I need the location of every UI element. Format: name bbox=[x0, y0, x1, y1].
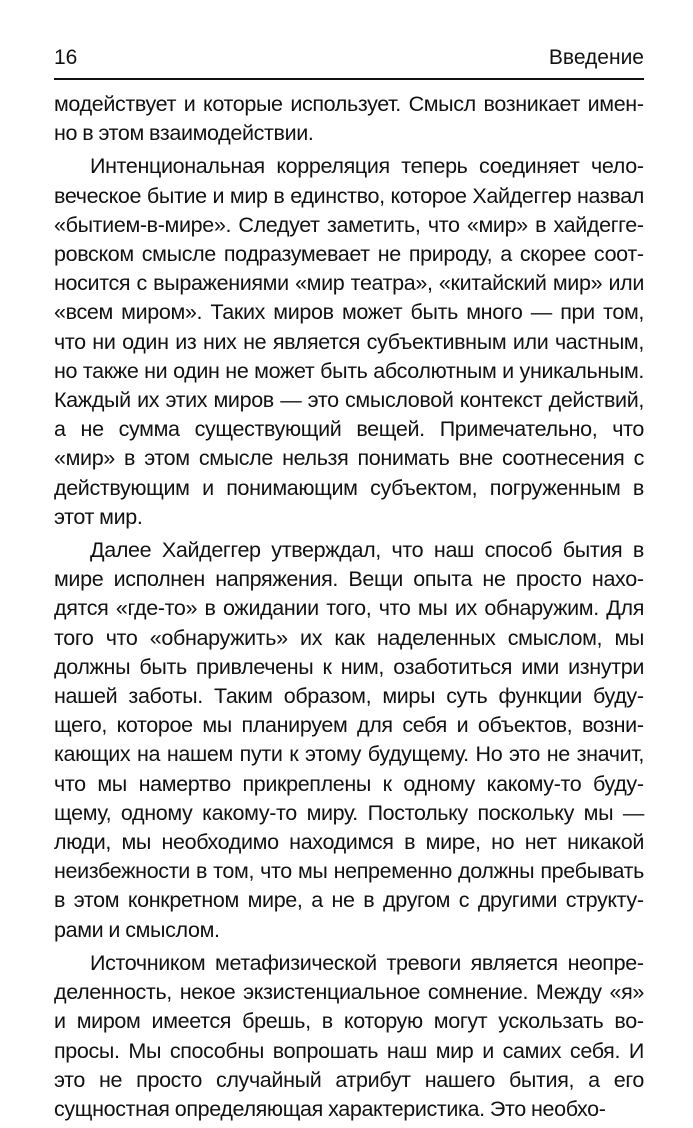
paragraph-intentional-correlation: Интенциональная корреляция теперь соединяет человеческое бытие и мир в единство, которое Хайдеггер назвал «бытием-в-мире». Следует заметить, что «мир» в хайдеггеровском смысле подразумевает не природу, а скорее соотносится с выражениями «мир театра», «китайский мир» или «всем миром». Таких миров может быть много — при том, что ни один из них не является субъективным или частным, но также ни один не может быть абсолютным и уникальным. Каждый их этих миров — это смысловой контекст действий, а не сумма существующий вещей. Примечательно, что «мир» в этом смысле нельзя понимать вне соотнесения с действующим и понимающим субъектом, погруженным в этот мир. bbox=[54, 154, 644, 529]
paragraph-metaphysical-anxiety: Источником метафизической тревоги является неопределенность, некое экзистенциальное сомнение. Между «я» и миром имеется брешь, в которую могут ускользать вопросы. Мы способны вопрошать наш мир и самих себя. И это не просто случайный атрибут нашего бытия, а его сущностная определяющая характеристика. Это необхо- bbox=[54, 950, 644, 1121]
page-header bbox=[54, 44, 644, 72]
paragraph-continued: модействует и которые использует. Смысл возникает именно в этом взаимодействии. bbox=[54, 92, 644, 146]
paragraph-being-in-world-tension: Далее Хайдеггер утверждал, что наш способ бытия в мире исполнен напряжения. Вещи опыта не просто находятся «где-то» в ожидании того, что мы их обнаружим. Для того что «обнаружить» их как наделенных смыслом, мы должны быть привлечены к ним, озаботиться ими изнутри нашей заботы. Таким образом, миры суть функции будущего, которое мы планируем для себя и объектов, возникающих на нашем пути к этому будущему. Но это не значит, что мы намертво прикреплены к одному какому-то будущему, одному какому-то миру. Постольку поскольку мы — люди, мы необходимо находимся в мире, но нет никакой неизбежности в том, что мы непременно должны пребывать в этом конкретном мире, а не в другом с другими структурами и смыслом. bbox=[54, 538, 644, 942]
running-title: Введение bbox=[548, 46, 644, 69]
page-number: 16 bbox=[54, 46, 78, 69]
header-rule bbox=[54, 78, 644, 80]
body-text bbox=[54, 90, 644, 1128]
